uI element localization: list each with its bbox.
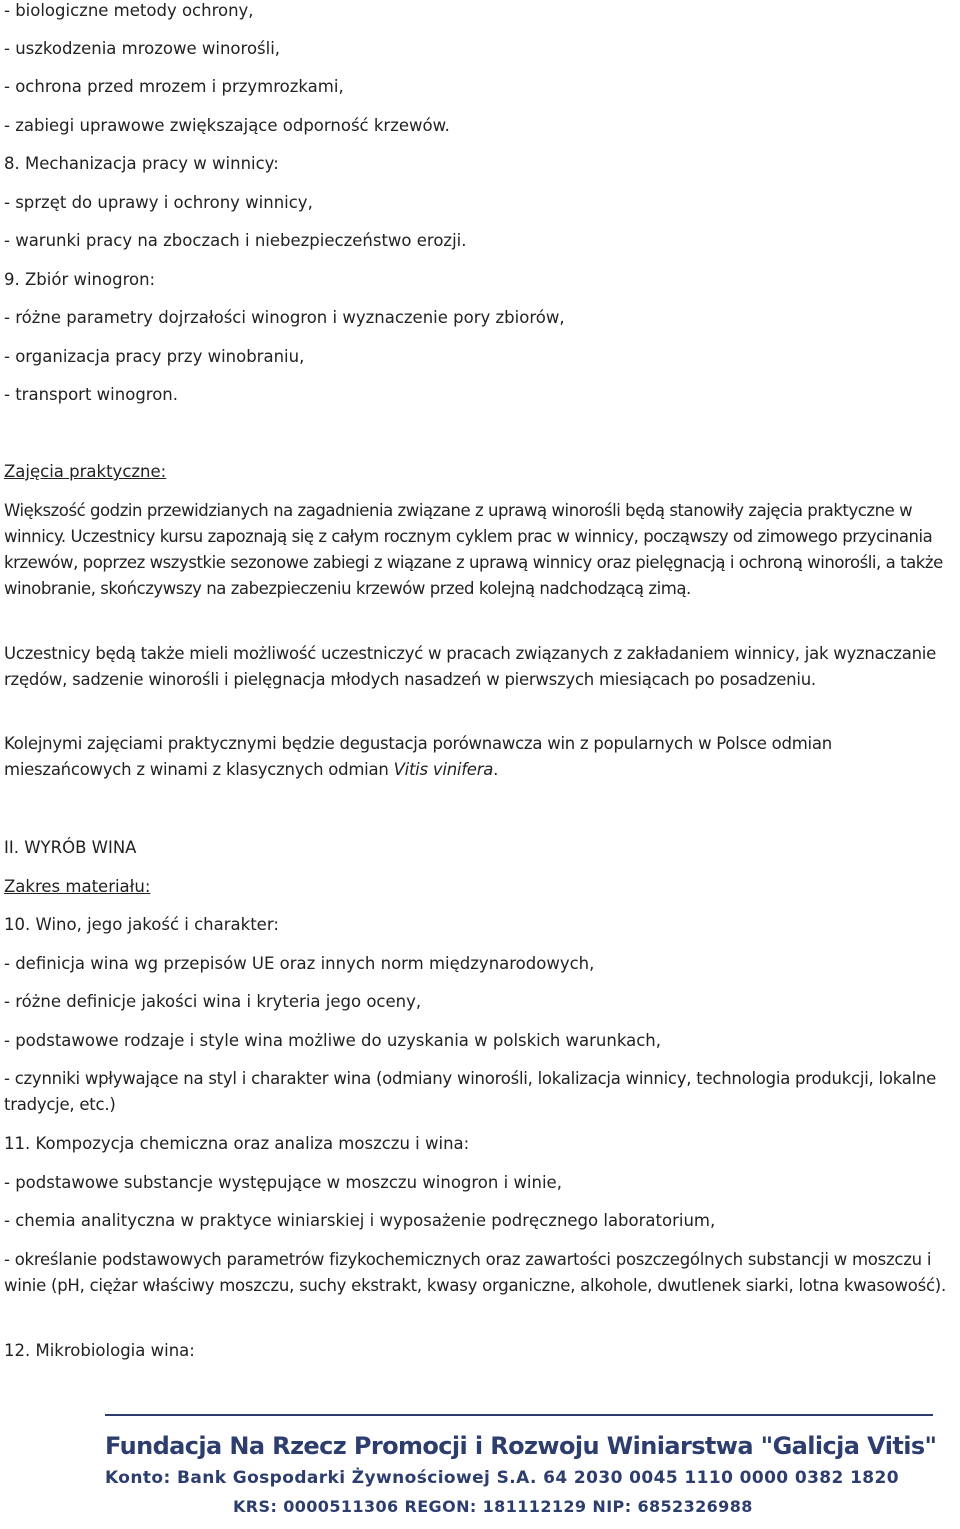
practical-heading: Zajęcia praktyczne:	[4, 462, 167, 481]
section-heading-9: 9. Zbiór winogron:	[4, 270, 156, 289]
list-item: - warunki pracy na zboczach i niebezpieczeństwo erozji.	[4, 231, 467, 250]
section-heading-12: 12. Mikrobiologia wina:	[4, 1341, 195, 1360]
list-item: - ochrona przed mrozem i przymrozkami,	[4, 77, 344, 96]
section-heading-10: 10. Wino, jego jakość i charakter:	[4, 915, 279, 934]
list-item: - określanie podstawowych parametrów fizykochemicznych oraz zawartości poszczególnych substancji w moszczu i winie (pH, ciężar właściwy moszczu, suchy ekstrakt, kwasy organiczne, alkohole, dwutlenek siarki, lotna kwasowość).	[4, 1250, 946, 1295]
footer-divider	[105, 1414, 933, 1416]
list-item: - transport winogron.	[4, 385, 179, 404]
italic-term: Vitis vinifera	[393, 760, 494, 779]
practical-paragraph-3: Kolejnymi zajęciami praktycznymi będzie degustacja porównawcza win z popularnych w Polsce odmian mieszańcowych z winami z klasycznych odmian Vitis vinifera.	[4, 734, 832, 779]
list-item: - podstawowe rodzaje i style wina możliwe do uzyskania w polskich warunkach,	[4, 1031, 661, 1050]
footer-registry-ids: KRS: 0000511306 REGON: 181112129 NIP: 6852326988	[233, 1497, 753, 1516]
footer-bank-account: Konto: Bank Gospodarki Żywnościowej S.A. 64 2030 0045 1110 0000 0382 1820	[105, 1468, 899, 1488]
list-item: - podstawowe substancje występujące w moszczu winogron i winie,	[4, 1173, 562, 1192]
list-item: - sprzęt do uprawy i ochrony winnicy,	[4, 193, 313, 212]
footer-organization: Fundacja Na Rzecz Promocji i Rozwoju Winiarstwa "Galicja Vitis"	[105, 1432, 937, 1460]
section-heading-8: 8. Mechanizacja pracy w winnicy:	[4, 154, 279, 173]
section-title: II. WYRÓB WINA	[4, 838, 137, 857]
practical-paragraph-1: Większość godzin przewidzianych na zagadnienia związane z uprawą winorośli będą stanowiły zajęcia praktyczne w winnicy. Uczestnicy kursu zapoznają się z całym rocznym cyklem prac w winnicy, począwszy od zimowego przycinania krzewów, poprzez wszystkie sezonowe zabiegi z wiązane z uprawą winnicy oraz pielęgnacją i ochroną winorośli, a także winobranie, skończywszy na zabezpieczeniu krzewów przed kolejną nadchodzącą zimą.	[4, 501, 943, 598]
list-item: - zabiegi uprawowe zwiększające odporność krzewów.	[4, 116, 450, 135]
list-item: - chemia analityczna w praktyce winiarskiej i wyposażenie podręcznego laboratorium,	[4, 1211, 716, 1230]
list-item: - uszkodzenia mrozowe winorośli,	[4, 39, 281, 58]
scope-heading: Zakres materiału:	[4, 877, 151, 896]
practical-paragraph-2: Uczestnicy będą także mieli możliwość uczestniczyć w pracach związanych z zakładaniem winnicy, jak wyznaczanie rzędów, sadzenie winorośli i pielęgnacja młodych nasadzeń w pierwszych miesiącach po posadzeniu.	[4, 644, 937, 689]
list-item: - czynniki wpływające na styl i charakter wina (odmiany winorośli, lokalizacja winnicy, technologia produkcji, lokalne tradycje, etc.)	[4, 1069, 937, 1114]
section-heading-11: 11. Kompozycja chemiczna oraz analiza moszczu i wina:	[4, 1134, 470, 1153]
list-item: - różne definicje jakości wina i kryteria jego oceny,	[4, 992, 422, 1011]
list-item: - różne parametry dojrzałości winogron i wyznaczenie pory zbiorów,	[4, 308, 565, 327]
list-item: - biologiczne metody ochrony,	[4, 1, 254, 20]
list-item: - definicja wina wg przepisów UE oraz innych norm międzynarodowych,	[4, 954, 595, 973]
list-item: - organizacja pracy przy winobraniu,	[4, 347, 305, 366]
